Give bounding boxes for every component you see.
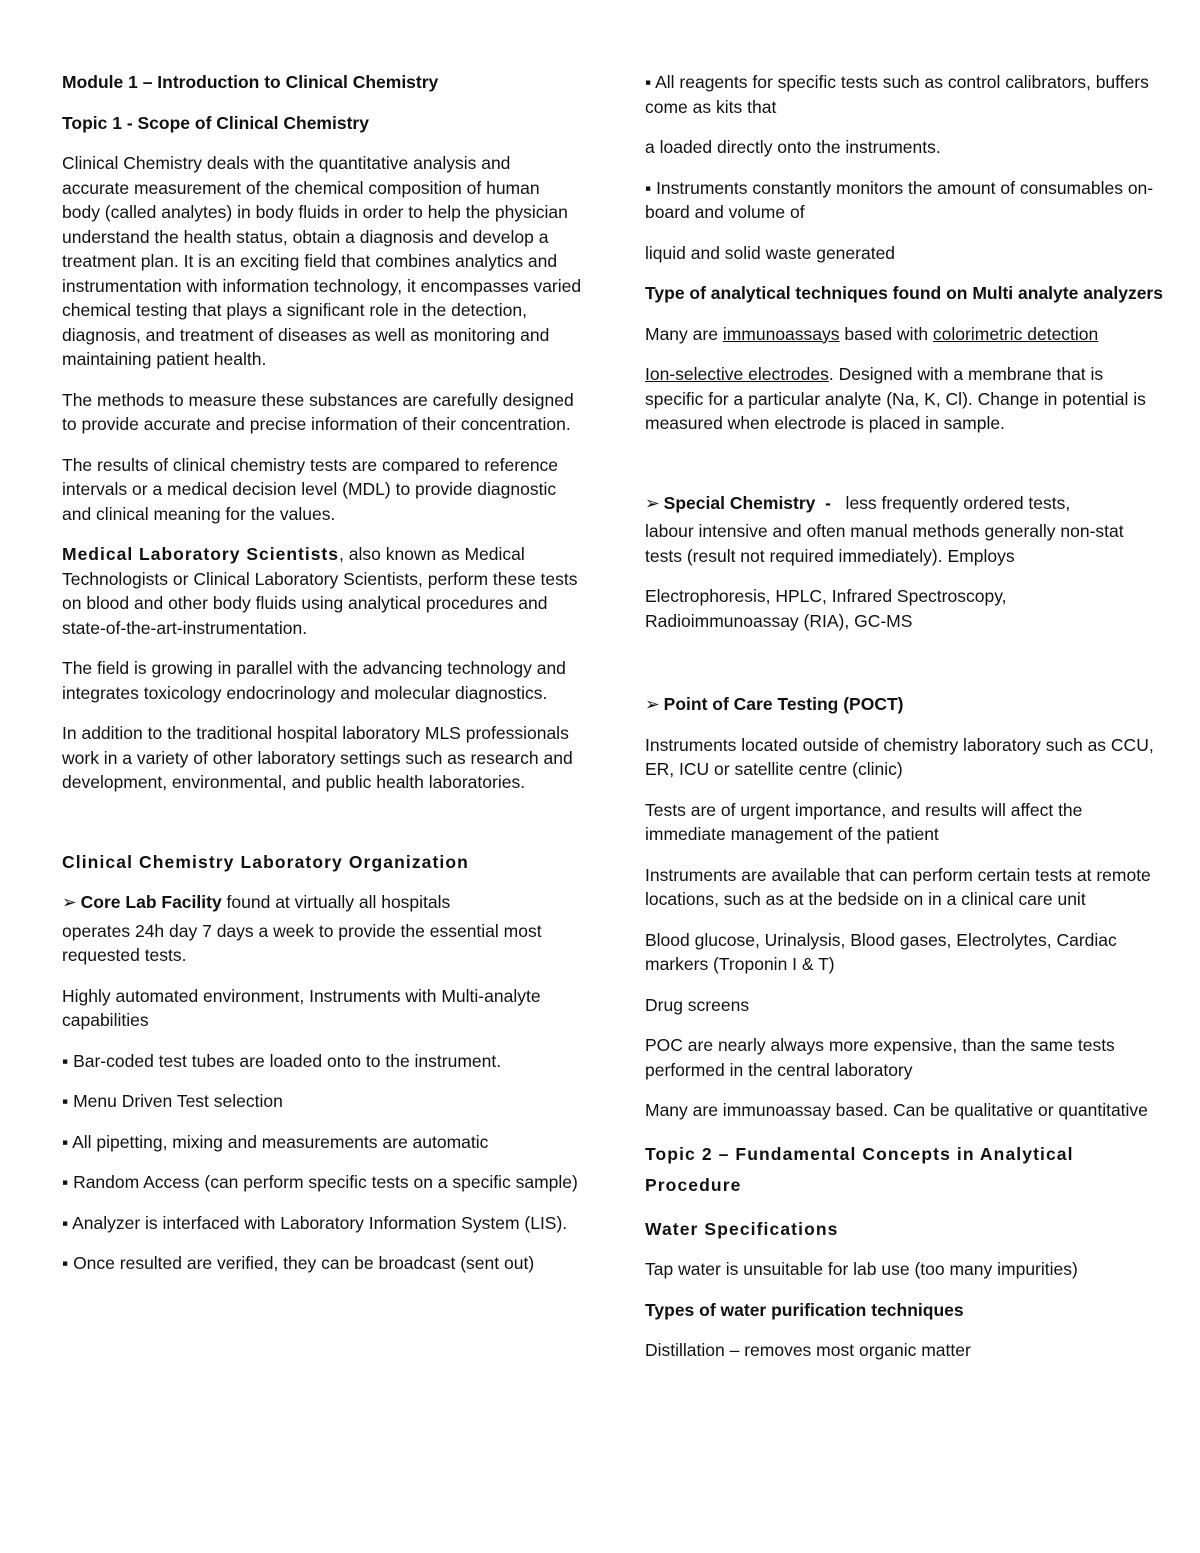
- bullet-item: ▪ Bar-coded test tubes are loaded onto to the instrument.: [62, 1050, 502, 1071]
- bullet-item: ▪ Once resulted are verified, they can be broadcast (sent out): [62, 1253, 535, 1273]
- topic-1-title: Topic 1 - Scope of Clinical Chemistry: [62, 112, 369, 133]
- bullet-item: ▪ Analyzer is interfaced with Laboratory Information System (LIS).: [62, 1212, 568, 1233]
- poct-paragraph: Instruments located outside of chemistry laboratory such as CCU, ER, ICU or satellite centre (clinic): [645, 734, 1154, 779]
- poct-lead: Point of Care Testing (POCT): [663, 694, 904, 714]
- special-chemistry-line: [645, 491, 1165, 516]
- settings-paragraph: In addition to the traditional hospital laboratory MLS professionals work in a variety of other laboratory settings such as research and development, environmental, and public health laboratories.: [62, 723, 573, 792]
- core-lab-line: [62, 890, 582, 915]
- special-methods: Electrophoresis, HPLC, Infrared Spectroscopy, Radioimmunoassay (RIA), GC-MS: [645, 586, 1007, 631]
- special-dash: -: [815, 492, 841, 513]
- poct-paragraph: Drug screens: [645, 994, 750, 1015]
- techniques-title: Type of analytical techniques found on Multi analyte analyzers: [645, 283, 1163, 303]
- ise-link: Ion-selective electrodes: [645, 364, 829, 384]
- arrow-icon: ➢: [645, 492, 660, 513]
- distillation-line: Distillation – removes most organic matter: [645, 1340, 971, 1360]
- field-paragraph: The field is growing in parallel with the advancing technology and integrates toxicology endocrinology and molecular diagnostics.: [62, 658, 566, 703]
- special-rest: less frequently ordered tests,: [840, 492, 1071, 513]
- bullet-item: ▪ All pipetting, mixing and measurements are automatic: [62, 1131, 489, 1152]
- arrow-icon: ➢: [62, 892, 77, 912]
- scientists-paragraph: [62, 542, 582, 640]
- scientists-lead: Medical Laboratory Scientists: [62, 544, 339, 564]
- ise-paragraph: [645, 362, 1165, 436]
- poct-paragraph: Many are immunoassay based. Can be qualitative or quantitative: [645, 1100, 1148, 1120]
- ise-rest: . Designed with a membrane that is specific for a particular analyte (Na, K, Cl). Change in potential is measured when electrode is placed in sample.: [645, 364, 1146, 433]
- poct-line: [645, 692, 1165, 717]
- right-column: [645, 70, 1165, 1363]
- poct-paragraph: Blood glucose, Urinalysis, Blood gases, Electrolytes, Cardiac markers (Troponin I & T): [645, 929, 1117, 974]
- poct-paragraph: Tests are of urgent importance, and results will affect the immediate management of the patient: [645, 799, 1083, 844]
- purification-title: Types of water purification techniques: [645, 1299, 964, 1320]
- organization-title: Clinical Chemistry Laboratory Organization: [62, 851, 469, 872]
- immunoassays-link: immunoassays: [722, 323, 840, 344]
- special-lead: Special Chemistry: [663, 492, 816, 513]
- colorimetric-link: colorimetric detection: [932, 323, 1099, 344]
- automation-paragraph: Highly automated environment, Instruments with Multi-analyte capabilities: [62, 985, 541, 1030]
- reagents-bullet: ▪ All reagents for specific tests such as control calibrators, buffers come as kits that: [645, 72, 1149, 117]
- waste-line: liquid and solid waste generated: [645, 242, 896, 263]
- module-title: Module 1 – Introduction to Clinical Chemistry: [62, 72, 439, 92]
- scientists-rest: , also known as Medical Technologists or Clinical Laboratory Scientists, perform these tests on blood and other body fluids using analytical procedures and state-of-the-art-instrumentation.: [62, 544, 578, 638]
- poct-paragraph: POC are nearly always more expensive, than the same tests performed in the central laboratory: [645, 1035, 1115, 1080]
- based-with-text: based with: [839, 323, 933, 344]
- methods-paragraph: The methods to measure these substances are carefully designed to provide accurate and precise information of their concentration.: [62, 389, 574, 434]
- left-column: [62, 70, 582, 1276]
- bullet-item: ▪ Menu Driven Test selection: [62, 1091, 283, 1111]
- core-lab-rest: found at virtually all hospitals: [221, 892, 451, 912]
- tap-water-line: Tap water is unsuitable for lab use (too many impurities): [645, 1259, 1078, 1279]
- water-title: Water Specifications: [645, 1218, 839, 1239]
- results-paragraph: The results of clinical chemistry tests are compared to reference intervals or a medical decision level (MDL) to provide diagnostic and clinical meaning for the values.: [62, 454, 559, 524]
- immunoassays-line: [645, 322, 1165, 347]
- poct-paragraph: Instruments are available that can perform certain tests at remote locations, such as at the bedside on in a clinical care unit: [645, 864, 1151, 909]
- topic-2-title: Topic 2 – Fundamental Concepts in Analytical Procedure: [645, 1143, 1074, 1195]
- special-description: labour intensive and often manual methods generally non-stat tests (result not required immediately). Employs: [645, 521, 1124, 566]
- instruments-bullet: ▪ Instruments constantly monitors the amount of consumables on-board and volume of: [645, 177, 1154, 222]
- bullet-item: ▪ Random Access (can perform specific tests on a specific sample): [62, 1172, 578, 1192]
- loaded-directly: a loaded directly onto the instruments.: [645, 137, 941, 157]
- core-lab-description: operates 24h day 7 days a week to provide the essential most requested tests.: [62, 920, 542, 965]
- arrow-icon: ➢: [645, 694, 660, 714]
- core-lab-lead: Core Lab Facility: [80, 892, 222, 912]
- many-are-text: Many are: [645, 323, 723, 344]
- intro-paragraph: Clinical Chemistry deals with the quantitative analysis and accurate measurement of the chemical composition of human body (called analytes) in body fluids in order to help the physician understand the health status, obtain a diagnosis and develop a treatment plan. It is an exciting field that combines analytics and instrumentation with information technology, it encompasses varied chemical testing that plays a significant role in the detection, diagnosis, and treatment of diseases as well as monitoring and maintaining patient health.: [62, 153, 582, 369]
